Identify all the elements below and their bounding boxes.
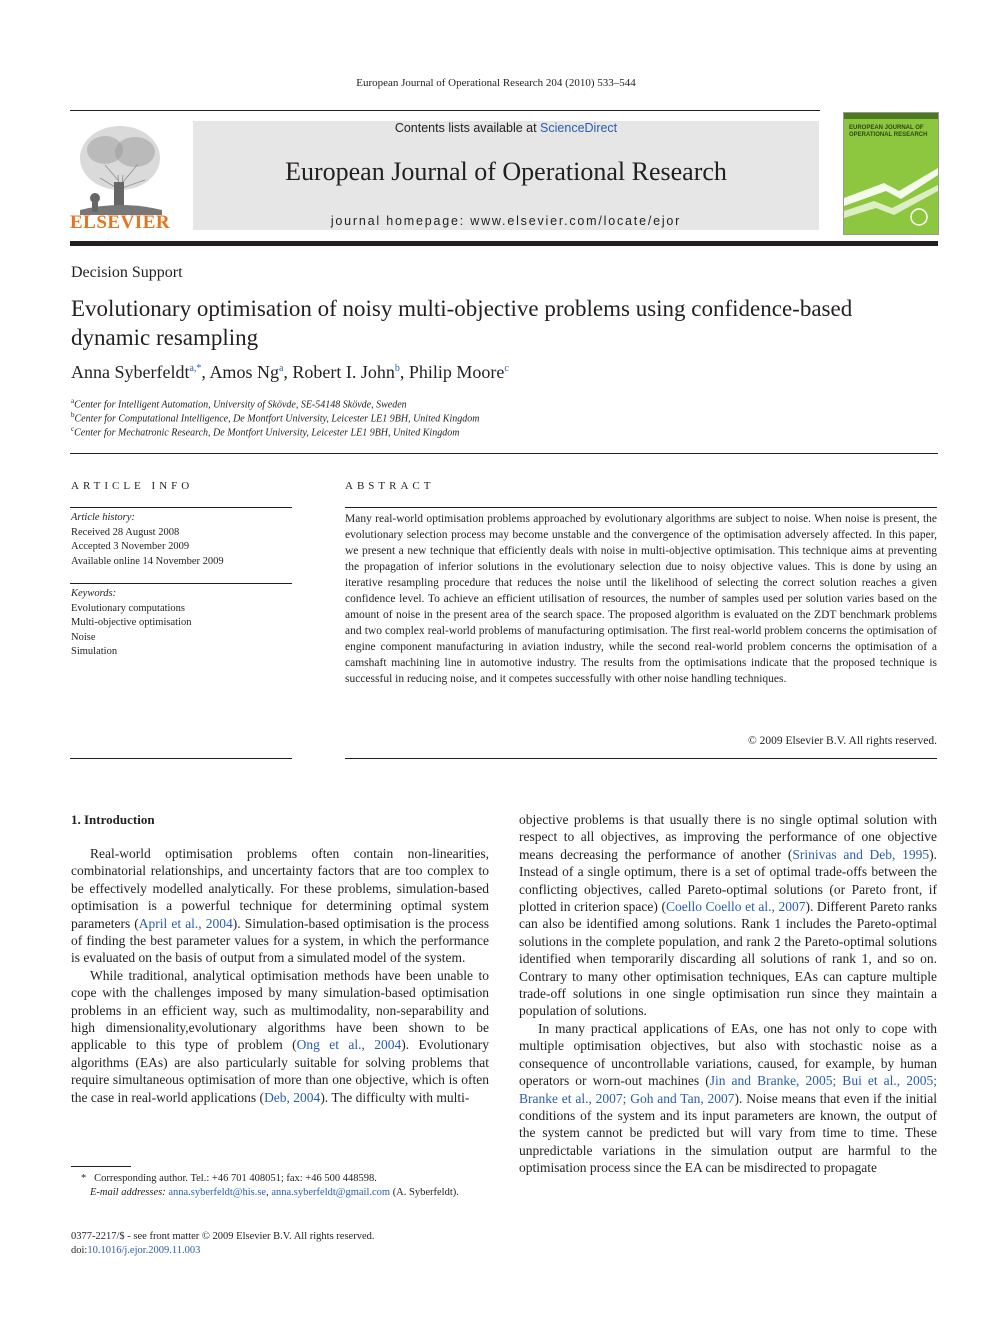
intro-left-column [71, 845, 489, 1106]
body-text: ). The difficulty with multi- [320, 1089, 470, 1105]
article-info-rule [70, 507, 292, 508]
section-heading-introduction: 1. Introduction [71, 812, 155, 827]
keywords [71, 587, 191, 660]
citation-link[interactable]: Deb, 2004 [264, 1089, 321, 1105]
email-link[interactable]: anna.syberfeldt@gmail.com [271, 1187, 391, 1198]
affiliation-mark: c [71, 425, 75, 433]
email-owner: (A. Syberfeldt). [390, 1187, 459, 1198]
article-info-bottom-rule [70, 758, 292, 759]
body-text: While traditional, analytical optimisation methods have been unable to cope with the challenges imposed by many simulation-based optimisation problems in an efficient way, such as multimodality, non-separability and high dimensionality,evolutionary algorithms have been shown to be applicable to this type of problem ( [71, 967, 489, 1053]
body-text: ). Simulation-based optimisation is the process of finding the best parameter values for a system, in which the performance is evaluated on the basis of output from a simulated model of the system. [71, 915, 489, 966]
intro-right-column [519, 811, 937, 1177]
affiliation-text: Center for Mechatronic Research, De Montfort University, Leicester LE1 9BH, United Kingdom [74, 427, 460, 439]
publisher-wordmark: ELSEVIER [70, 212, 171, 233]
author-list: Anna Syberfeldt$^{a,*}$, Amos Ng$^a$, Robert I. John$^b$, Philip Moore$^c$ [71, 362, 509, 382]
body-text: In many practical applications of EAs, one has not only to cope with multiple optimisation objectives, but also with stochastic noise as a consequence of uncontrollable variations, caused, for example, by human operators or worn-out machines ( [519, 1020, 937, 1089]
author-affil-sup[interactable]: a [278, 363, 284, 374]
body-text: objective problems is that usually there is no single optimal solution with respect to all objectives, as improving the performance of one objective means decreasing the performance of another ( [519, 812, 937, 862]
history-label: Article history: [71, 512, 135, 523]
body-paragraph [71, 845, 489, 967]
cover-graphic [844, 113, 938, 234]
abstract-heading: ABSTRACT [345, 480, 435, 492]
author-affil-sup[interactable]: a,* [189, 363, 202, 374]
body-paragraph [519, 1020, 937, 1177]
page-footer [71, 1230, 374, 1258]
citation-link[interactable]: Jin and Branke, 2005; Bui et al., 2005; Branke et al., 2007; Goh and Tan, 2007 [519, 1073, 937, 1106]
contents-prefix: Contents lists available at [394, 121, 541, 135]
footnote-mark: * [81, 1173, 87, 1184]
citation-link[interactable]: Srinivas and Deb, 1995 [792, 846, 930, 862]
affiliation-mark: b [71, 411, 75, 419]
contents-line [193, 121, 819, 135]
article-title: Evolutionary optimisation of noisy multi-objective problems using confidence-based dynamic resampling [71, 296, 853, 350]
article-section: Decision Support [71, 264, 183, 281]
affiliation-text: Center for Computational Intelligence, De Montfort University, Leicester LE1 9BH, United Kingdom [74, 413, 480, 425]
header-rule [70, 110, 820, 111]
article-history [71, 511, 224, 569]
history-item: Received 28 August 2008 [71, 526, 180, 538]
author-name: Philip Moore [408, 362, 505, 382]
abstract-rule [345, 507, 937, 508]
affiliation-text: Center for Intelligent Automation, University of Skövde, SE-54148 Skövde, Sweden [74, 399, 407, 411]
author-name: Anna Syberfeldt [71, 362, 190, 382]
footnote-rule [71, 1166, 131, 1167]
body-paragraph [519, 811, 937, 1020]
doi-link[interactable]: 10.1016/j.ejor.2009.11.003 [87, 1245, 201, 1256]
affiliation-mark: a [71, 397, 75, 405]
author-affil-sup[interactable]: c [504, 363, 509, 374]
abstract-text: Many real-world optimisation problems approached by evolutionary algorithms are subject to noise. When noise is present, the evolutionary selection process may become unstable and the convergence of the optimisation adversely affected. In this paper, we present a new technique that efficiently deals with noise in multi-objective optimisation. This technique aims at preventing the propagation of inferior solutions in the evolutionary selection due to noisy objective values. This is done by using an iterative resampling procedure that reduces the noise until the likelihood of selecting the correct solution reaches a given confidence level. To achieve an efficient utilisation of resources, the number of samples used per solution varies based on the amount of noise in the present area of the search space. The proposed algorithm is evaluated on the ZDT benchmark problems and two complex real-world problems of manufacturing optimisation. The first real-world problem concerns the optimisation of engine component manufacturing in aviation industry, while the second real-world problem concerns the optimisation of a camshaft machining line in automotive industry. The results from the optimisations indicate that the proposed technique is successful in reducing noise, and it competes successfully with other noise handling techniques. [345, 513, 937, 685]
body-text: ). Different Pareto ranks can also be identified among solutions. Rank 1 includes the Pareto-optimal solutions in the complete population, and rank 2 the Pareto-optimal solutions identified when temporarily discarding all solutions of rank 1, and so on. Contrary to many other optimisation techniques, EAs can capture multiple trade-off solutions in one single optimisation run since they maintain a population of solutions. [519, 899, 937, 1019]
cover-title: EUROPEAN JOURNAL OF OPERATIONAL RESEARCH [849, 125, 928, 138]
journal-cover-image [843, 112, 939, 235]
abstract-copyright: © 2009 Elsevier B.V. All rights reserved. [748, 735, 937, 747]
sciencedirect-link[interactable]: ScienceDirect [540, 121, 618, 135]
keyword: Noise [71, 631, 96, 643]
article-info-heading: ARTICLE INFO [71, 480, 194, 492]
affiliation [71, 411, 479, 424]
title-divider [70, 453, 938, 454]
keywords-label: Keywords: [71, 588, 117, 599]
body-text: ). Noise means that even if the initial conditions of the system and its input parameters are known, the output of the system cannot be predicted but will vary from time to time. These unpredictable variations in the simulation output are harmful to the optimisation process since the EA can be misdirected to propagate [519, 1090, 937, 1176]
body-paragraph [71, 967, 489, 1106]
email-separator: , [266, 1187, 272, 1198]
email-link[interactable]: anna.syberfeldt@his.se [168, 1187, 267, 1198]
author-name: Robert I. John [292, 362, 395, 382]
header-thick-rule [70, 241, 938, 246]
keyword: Simulation [71, 646, 118, 657]
citation-link[interactable]: Coello Coello et al., 2007 [665, 899, 806, 915]
issn-line: 0377-2217/$ - see front matter © 2009 Elsevier B.V. All rights reserved. [71, 1231, 375, 1242]
journal-title: European Journal of Operational Research [285, 157, 727, 186]
journal-reference: European Journal of Operational Research 204 (2010) 533–544 [356, 77, 636, 89]
body-text: ). Instead of a single optimum, there is a set of optimal trade-offs between the conflicting objectives, called Pareto-optimal solutions (or Pareto front, if plotted in criterion space) ( [519, 846, 937, 915]
corresponding-author: Corresponding author. Tel.: +46 701 408051; fax: +46 500 448598. [94, 1173, 377, 1184]
doi-label: doi: [71, 1245, 88, 1256]
author-name: Amos Ng [209, 362, 279, 382]
affiliation [71, 425, 459, 438]
history-item: Accepted 3 November 2009 [71, 541, 190, 552]
author-affil-sup[interactable]: b [394, 363, 400, 374]
email-label: E-mail addresses: [90, 1187, 166, 1198]
body-text: Real-world optimisation problems often contain non-linearities, combinatorial relationships, and uncertainty factors that are too complex to be effectively modelled analytically. For these problems, simulation-based optimisation is a powerful technique for determining optimal system parameters ( [71, 846, 489, 931]
journal-homepage[interactable]: journal homepage: www.elsevier.com/locate/ejor [330, 214, 682, 228]
body-text: ). Evolutionary algorithms (EAs) are also particularly suitable for solving problems that require simultaneous optimisation of more than one objective, which is often the case in real-world applications ( [71, 1037, 489, 1105]
citation-link[interactable]: April et al., 2004 [138, 915, 233, 931]
citation-link[interactable]: Ong et al., 2004 [296, 1037, 402, 1053]
affiliation [71, 397, 407, 410]
keyword: Evolutionary computations [71, 602, 186, 614]
footnote [71, 1172, 489, 1200]
keyword: Multi-objective optimisation [71, 617, 192, 628]
abstract-bottom-rule [345, 758, 937, 759]
history-item: Available online 14 November 2009 [71, 555, 224, 567]
article-info-rule [70, 583, 292, 584]
